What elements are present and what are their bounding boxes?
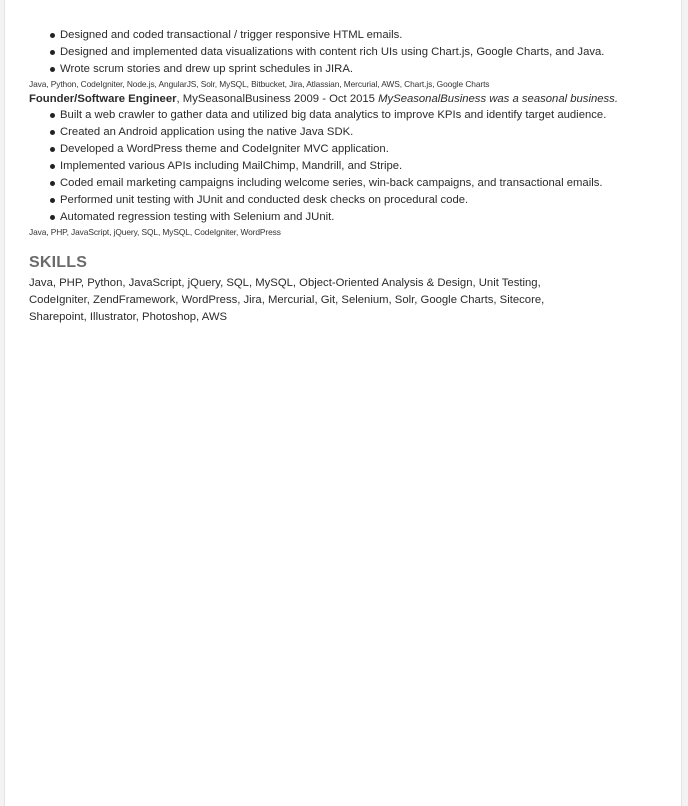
previous-job-tech-stack: Java, Python, CodeIgniter, Node.js, AngularJS, Solr, MySQL, Bitbucket, Jira, Atlassian, Mercurial, AWS, Chart.js, Google Charts (29, 79, 490, 89)
list-item: Automated regression testing with Selenium and JUnit. (29, 209, 669, 226)
list-item: Developed a WordPress theme and CodeIgniter MVC application. (29, 141, 669, 158)
job-title: Founder/Software Engineer (29, 93, 177, 105)
list-item: Wrote scrum stories and drew up sprint schedules in JIRA. (29, 61, 669, 78)
list-item: Performed unit testing with JUnit and conducted desk checks on procedural code. (29, 192, 669, 209)
list-item: Built a web crawler to gather data and utilized big data analytics to improve KPIs and identify target audience. (29, 107, 669, 124)
skills-heading: SKILLS (29, 254, 88, 271)
resume-page (4, 0, 682, 806)
list-item: Designed and implemented data visualizations with content rich UIs using Chart.js, Google Charts, and Java. (29, 44, 669, 61)
previous-job-bullets (29, 27, 669, 78)
founder-job-tech-stack: Java, PHP, JavaScript, jQuery, SQL, MySQL, CodeIgniter, WordPress (29, 227, 281, 237)
list-item: Designed and coded transactional / trigger responsive HTML emails. (29, 27, 669, 44)
skills-list: Java, PHP, Python, JavaScript, jQuery, SQL, MySQL, Object-Oriented Analysis & Design, Unit Testing, CodeIgniter, ZendFramework, WordPress, Jira, Mercurial, Git, Selenium, Solr, Google Charts, Sitecore, Sharepoint, Illustrator, Photoshop, AWS (29, 277, 545, 323)
resume-content (29, 27, 669, 326)
list-item: Implemented various APIs including MailChimp, Mandrill, and Stripe. (29, 158, 669, 175)
company-description: MySeasonalBusiness was a seasonal business. (378, 93, 618, 105)
founder-job-header (29, 91, 669, 107)
list-item: Created an Android application using the native Java SDK. (29, 124, 669, 141)
company-dates: , MySeasonalBusiness 2009 - Oct 2015 (176, 93, 379, 105)
list-item: Coded email marketing campaigns including welcome series, win-back campaigns, and transactional emails. (29, 175, 669, 192)
founder-job-bullets (29, 107, 669, 226)
